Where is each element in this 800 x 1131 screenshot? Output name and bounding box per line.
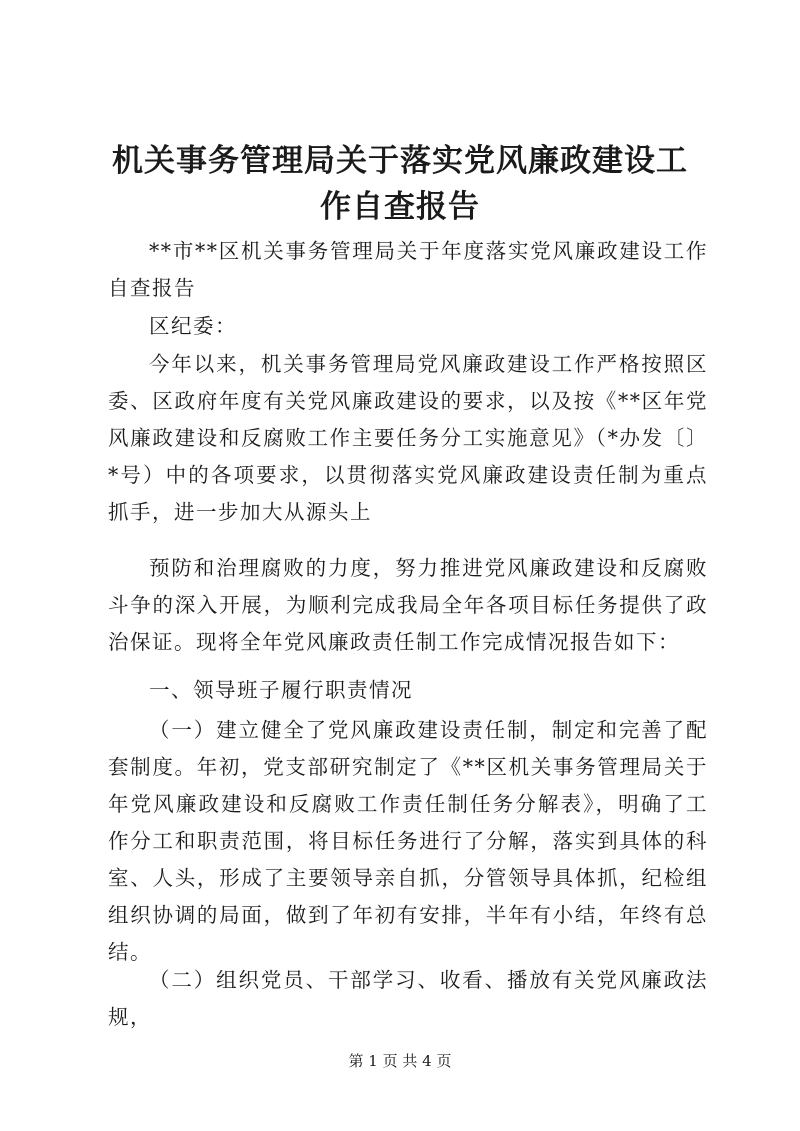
section-heading: 一、领导班子履行职责情况 bbox=[149, 678, 413, 702]
body-paragraph: （一）建立健全了党风廉政建设责任制，制定和完善了配套制度。年初，党支部研究制定了《**区机关事务管理局关于年党风廉政建设和反腐败工作责任制任务分解表》，明确了工作分工和职责范围，将目标任务进行了分解，落实到具体的科室、人头，形成了主要领导亲自抓，分管领导具体抓，纪检组组织协调的局面，做到了年初有安排，半年有小结，年终有总结。 bbox=[108, 718, 708, 964]
subtitle-paragraph: **市**区机关事务管理局关于年度落实党风廉政建设工作自查报告 bbox=[108, 239, 708, 300]
page-title: 机关事务管理局关于落实党风廉政建设工作自查报告 bbox=[112, 143, 688, 225]
body-paragraph: 今年以来，机关事务管理局党风廉政建设工作严格按照区委、区政府年度有关党风廉政建设的要求，以及按《**区年党风廉政建设和反腐败工作主要任务分工实施意见》（*办发〔〕*号）中的各项要求，以贯彻落实党风廉政建设责任制为重点抓手，进一步加大从源头上 bbox=[108, 352, 708, 524]
body-paragraph: （二）组织党员、干部学习、收看、播放有关党风廉政法规， bbox=[108, 968, 708, 1029]
page-number-footer: 第 1 页 共 4 页 bbox=[348, 1052, 452, 1070]
salutation: 区纪委： bbox=[149, 314, 237, 338]
body-paragraph: 预防和治理腐败的力度，努力推进党风廉政建设和反腐败斗争的深入开展，为顺利完成我局全年各项目标任务提供了政治保证。现将全年党风廉政责任制工作完成情况报告如下： bbox=[108, 556, 708, 654]
